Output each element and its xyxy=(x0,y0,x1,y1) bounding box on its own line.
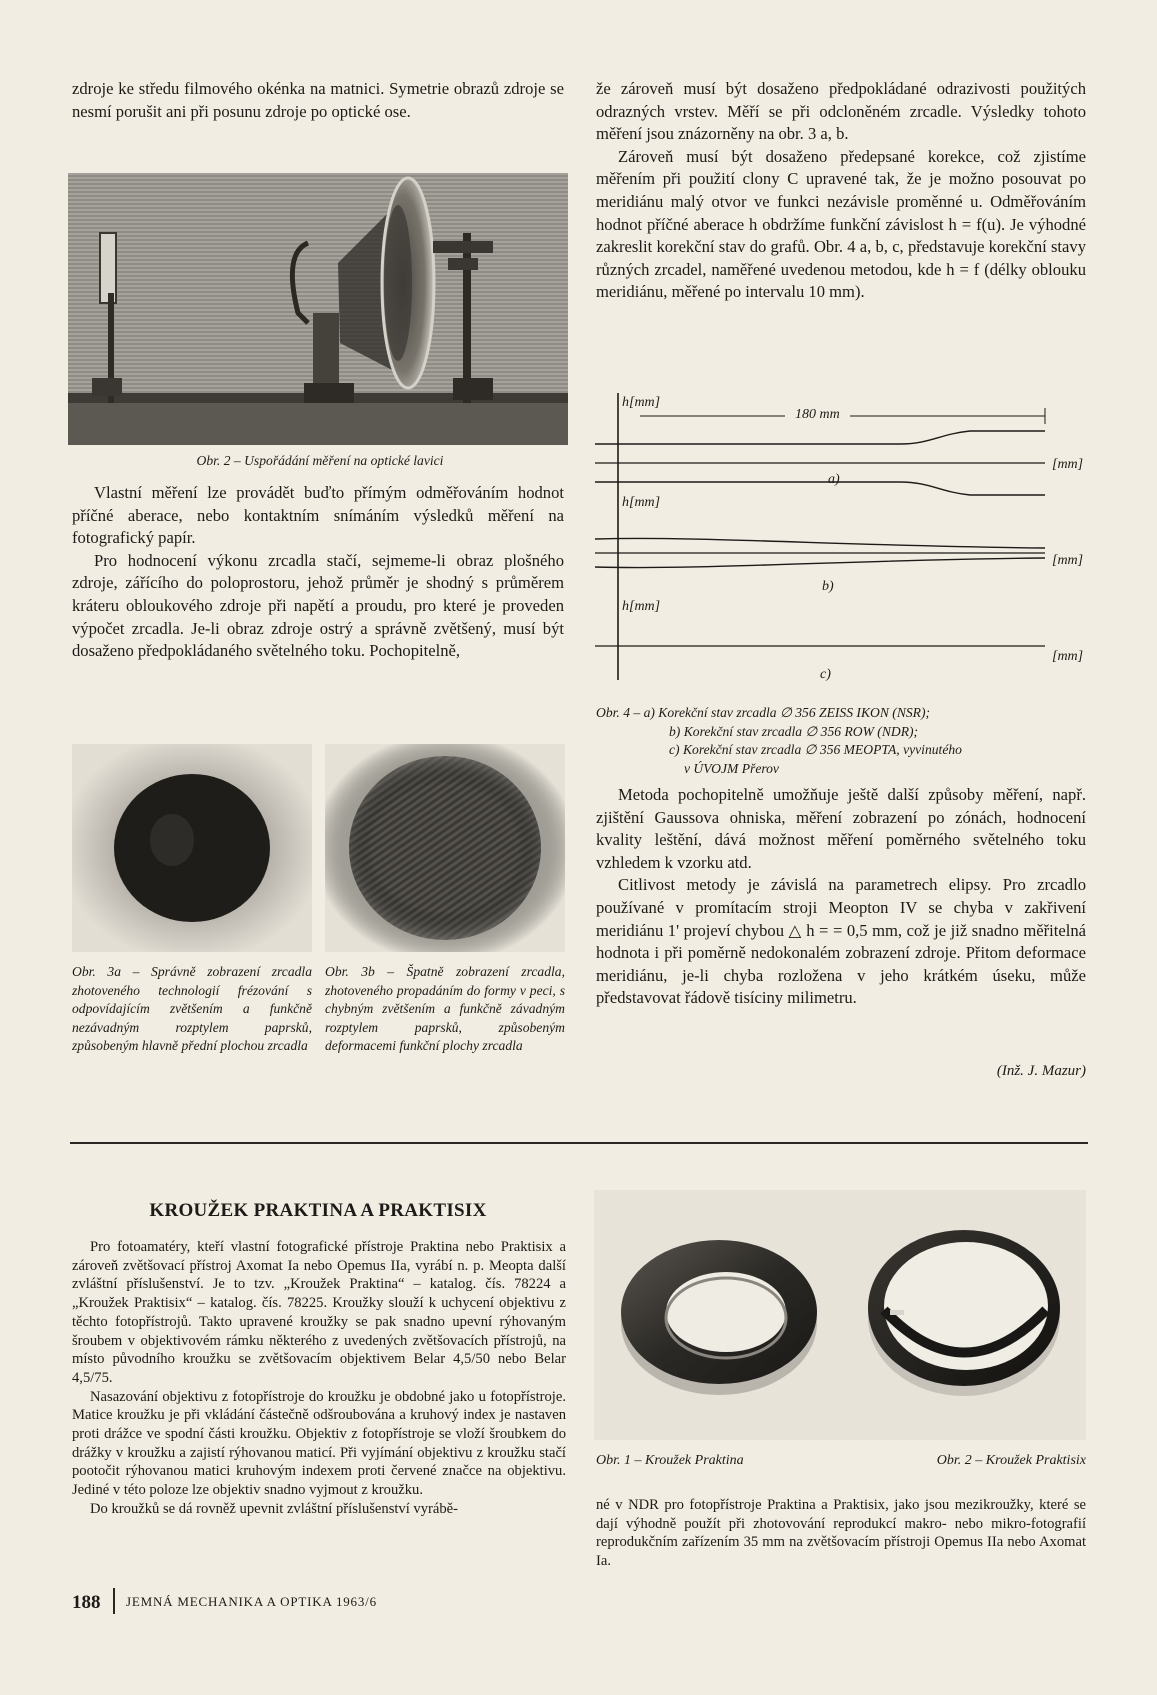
left-body-text xyxy=(72,482,564,663)
right-paragraph-2: Zároveň musí být dosaženo předepsané korekce, což zjistíme měřením při použití clony C upravené tak, že je možno posouvat po meridiánu malý otvor ve funkci nezávisle proměnné u. Odměřováním hodnot příčné aberace h obdržíme funkční závislost h = f(u). Je výhodné zakreslit korekční stav do grafů. Obr. 4 a, b, c, představuje korekční stavy různých zrcadel, naměřené uvedenou metodou, kde h = f (délky oblouku meridiánu, měřené po intervalu 10 mm). xyxy=(596,146,1086,302)
footer-separator xyxy=(113,1588,115,1614)
panel-c-ylabel: h[mm] xyxy=(622,599,661,614)
panel-a-unit: [mm] xyxy=(1052,457,1084,472)
panel-a-ylabel: h[mm] xyxy=(622,395,661,410)
section-divider xyxy=(70,1142,1088,1144)
left-paragraph-1: Vlastní měření lze provádět buďto přímým odměřováním hodnot příčné aberace, nebo kontaktním snímáním výsledků měření na fotografický papír. xyxy=(72,483,564,548)
journal-name: JEMNÁ MECHANIKA A OPTIKA 1963/6 xyxy=(126,1594,377,1609)
panel-a-width-label: 180 mm xyxy=(795,407,840,422)
panel-b-curve-lower xyxy=(595,558,1045,568)
left-paragraph-2: Pro hodnocení výkonu zrcadla stačí, sejmeme-li obraz plošného zdroje, zářícího do poloprostoru, jehož průměr je shodný s průměrem kráteru obloukového zdroje při napětí a proudu, pro které je proveden výpočet zrcadla. Je-li obraz zdroje ostrý a správně zvětšený, musí být dosaženo předpokládaného světelného toku. Pochopitelně, xyxy=(72,550,564,661)
panel-b-curve-upper xyxy=(595,538,1045,548)
right-paragraph-4: Citlivost metody je závislá na parametrech elipsy. Pro zrcadlo používané v promítacím stroji Meopton IV se chyba v zakřivení meridiánu 1' projeví chybou △ h = = 0,5 mm, což je již snadno měřitelná hodnota i při poměrně nedokonalém zobrazení zdroje. Přitom deformace meridiánu, je-li chyba rozložena v jeho krátkém úseku, může představovat řádově tisíciny milimetru. xyxy=(596,875,1086,1008)
panel-c-label: c) xyxy=(820,667,831,682)
praktisix-caption: Obr. 2 – Kroužek Praktisix xyxy=(936,1453,1086,1468)
figure-3b-caption: Obr. 3b – Špatně zobrazení zrcadla, zhotoveného propadáním do formy v peci, s chybným zvětšením a funkčně závadným rozptylem paprsků, způsobeným deformacemi funkční plochy zrcadla xyxy=(325,964,565,1053)
panel-a-curve-lower xyxy=(595,482,1045,495)
optical-bench-photo xyxy=(68,173,568,445)
panel-a-curve-upper xyxy=(595,431,1045,444)
article-title: KROUŽEK PRAKTINA A PRAKTISIX xyxy=(149,1200,487,1221)
right-paragraph-1: že zároveň musí být dosaženo předpokládané odrazivosti použitých odrazných vrstev. Měří se při odcloněném zrcadle. Výsledky tohoto měření jsou znázorněny na obr. 3 a, b. xyxy=(596,79,1086,144)
figure-4-caption-b: b) Korekční stav zrcadla ∅ 356 ROW (NDR); xyxy=(669,723,919,739)
panel-b-label: b) xyxy=(822,579,834,594)
figure-3a-caption: Obr. 3a – Správně zobrazení zrcadla zhotoveného technologií frézování s odpovídajícím zvětšením a funkčně nezávadným rozptylem paprsků, způsobeným hlavně přední plochou zrcadla xyxy=(72,964,312,1053)
article-paragraph-1: Pro fotoamatéry, kteří vlastní fotografické přístroje Praktina nebo Praktisix a zároveň zvětšovací přístroj Axomat Ia nebo Opemus IIa, vyrábí n. p. Meopta další zvláštní příslušenství. Je to tzv. „Kroužek Praktina“ – katalog. čís. 78224 a „Kroužek Praktisix“ – katalog. čís. 78225. Kroužky slouží k uchycení objektivu z těchto fotopřístrojů. Takto upravené kroužky se pak snadno upevní rýhovaným šroubem v objektivovém rámku některého z uvedených zvětšovacích přístrojů, na místo původního kroužku se zvětšovacím objektivem Belar 4,5/50 nebo Belar 4,5/75. xyxy=(72,1239,566,1386)
left-intro-paragraph: zdroje ke středu filmového okénka na matnici. Symetrie obrazů zdroje se nesmí porušit ani při posunu zdroje po optické ose. xyxy=(72,79,564,121)
author-signature: (Inž. J. Mazur) xyxy=(996,1063,1086,1079)
right-body-text xyxy=(596,784,1086,1010)
praktina-ring-image xyxy=(621,1240,817,1395)
page-number: 188 xyxy=(72,1592,101,1613)
figure-2-caption: Obr. 2 – Uspořádání měření na optické lavici xyxy=(196,453,444,468)
praktisix-ring-image xyxy=(868,1230,1060,1396)
article-paragraph-4: né v NDR pro fotopřístroje Praktina a Praktisix, jako jsou mezikroužky, které se dají výhodně použít při zhotovování reprodukcí makro- nebo mikro-fotografií reprodukčním zařízením 35 mm na zvětšovacím přístroji Opemus IIa nebo Axomat Ia. xyxy=(596,1497,1086,1570)
article-paragraph-2: Nasazování objektivu z fotopřístroje do kroužku je obdobné jako u fotopřístroje. Matice kroužku je při vkládání částečně odšroubována a kruhový index je nastaven proti drážce ve spodní části kroužku. Objektiv z fotopřístroje se vloží šroubkem do drážky v kroužku a zajistí rýhovanou maticí. Při vyjímání objektivu z kroužku stačí pootočit rýhovanou matici kruhovým indexem proti červené značce na objektivu. Jediné v této poloze lze objektiv snadno vyjmout z kroužku. xyxy=(72,1388,566,1499)
praktina-caption: Obr. 1 – Kroužek Praktina xyxy=(596,1453,744,1468)
article-body-text xyxy=(72,1238,566,1519)
figure-3a-photo xyxy=(72,744,312,952)
figure-4-caption-c1: c) Korekční stav zrcadla ∅ 356 MEOPTA, vyvinutého xyxy=(669,742,962,757)
figure-4-chart xyxy=(590,388,1090,688)
figure-4-caption-c2: v ÚVOJM Přerov xyxy=(684,760,779,776)
panel-c-unit: [mm] xyxy=(1052,649,1084,664)
panel-a-label: a) xyxy=(828,472,840,487)
panel-b-unit: [mm] xyxy=(1052,553,1084,568)
optical-bench-illustration xyxy=(68,173,568,445)
article-paragraph-3: Do kroužků se dá rovněž upevnit zvláštní příslušenství vyrábě- xyxy=(90,1500,458,1517)
figure-4-caption-a: Obr. 4 – a) Korekční stav zrcadla ∅ 356 ZEISS IKON (NSR); xyxy=(596,705,931,720)
panel-b-ylabel: h[mm] xyxy=(622,495,661,510)
rings-photo xyxy=(594,1190,1086,1440)
figure-4-caption xyxy=(596,704,1086,778)
right-intro-text xyxy=(596,78,1086,304)
figure-3b-photo xyxy=(325,744,565,952)
article-continuation-text xyxy=(596,1496,1086,1571)
left-intro-text xyxy=(72,78,564,123)
right-paragraph-3: Metoda pochopitelně umožňuje ještě další způsoby měření, např. zjištění Gaussova ohniska, měření zobrazení po zónách, hodnocení kvality leštění, dává možnost měření poměrného světelného toku vzhledem k vzorku atd. xyxy=(596,785,1086,872)
